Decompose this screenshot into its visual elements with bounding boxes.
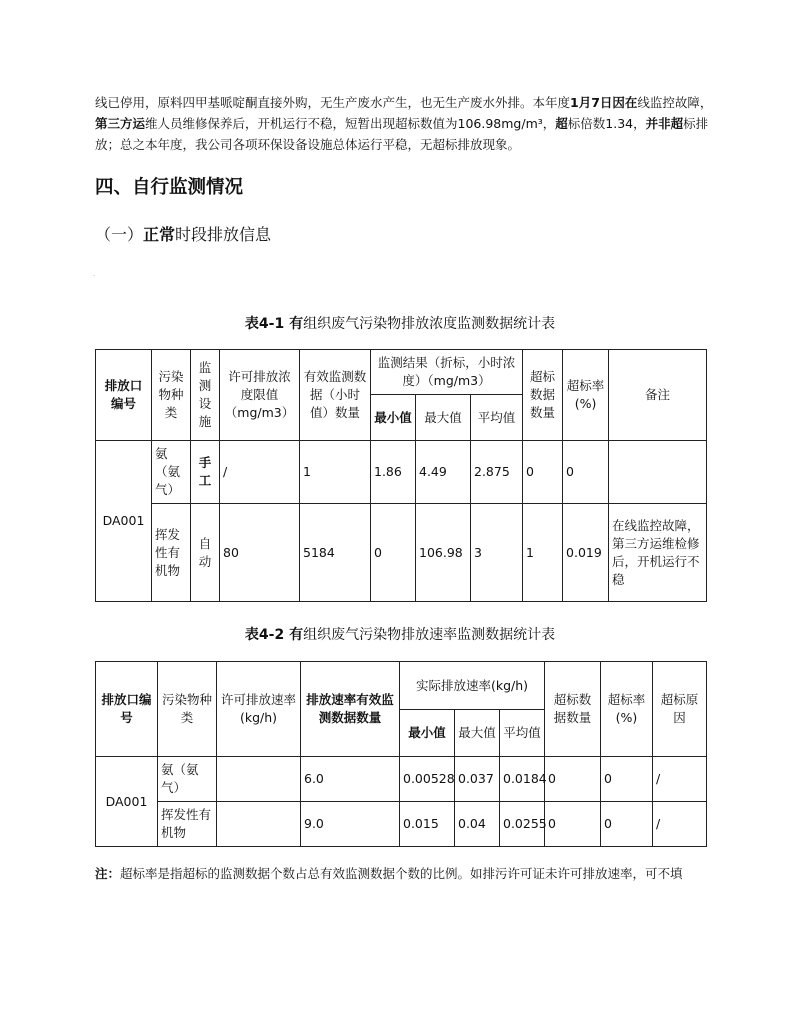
table2-header-min: 最小值 bbox=[400, 710, 455, 757]
table-note bbox=[95, 864, 710, 884]
table2-header-max: 最大值 bbox=[455, 710, 500, 757]
intro-text-8: 并非超 bbox=[645, 116, 684, 131]
table-row bbox=[96, 504, 707, 602]
exceed-rate-cell: 0 bbox=[601, 802, 653, 847]
note-text: 超标率是指超标的监测数据个数占总有效监测数据个数的比例。如排污许可证未许可排放速率，可不填 bbox=[120, 866, 683, 881]
table1-header-limit: 许可排放浓度限值（mg/m3） bbox=[220, 350, 300, 441]
table2 bbox=[95, 661, 707, 847]
remark-cell bbox=[609, 441, 707, 504]
min-cell: 0 bbox=[371, 504, 416, 602]
avg-cell: 0.0255 bbox=[500, 802, 545, 847]
pollutant-cell: 挥发性有机物 bbox=[158, 802, 217, 847]
pollutant-cell: 挥发性有机物 bbox=[152, 504, 191, 602]
max-cell: 0.037 bbox=[455, 757, 500, 802]
facility-cell: 手工 bbox=[191, 441, 220, 504]
subsection-number: （一） bbox=[95, 225, 144, 244]
subsection-heading bbox=[95, 222, 271, 245]
table2-header-exceed-rate: 超标率(%) bbox=[601, 662, 653, 757]
note-label: 注： bbox=[95, 866, 121, 881]
table2-header-outlet: 排放口编号 bbox=[96, 662, 158, 757]
avg-cell: 3 bbox=[471, 504, 523, 602]
reason-cell: / bbox=[653, 757, 707, 802]
min-cell: 0.00528 bbox=[400, 757, 455, 802]
table1-header-exceed-rate: 超标率(%) bbox=[563, 350, 609, 441]
section-heading: 四、自行监测情况 bbox=[95, 177, 244, 198]
limit-cell: / bbox=[220, 441, 300, 504]
table1-header-outlet: 排放口编号 bbox=[96, 350, 152, 441]
exceed-count-cell: 0 bbox=[545, 757, 601, 802]
exceed-rate-cell: 0 bbox=[601, 757, 653, 802]
max-cell: 106.98 bbox=[416, 504, 471, 602]
table2-header-pollutant: 污染物种类 bbox=[158, 662, 217, 757]
max-cell: 0.04 bbox=[455, 802, 500, 847]
pollutant-cell: 氨（氨气） bbox=[152, 441, 191, 504]
table-row bbox=[96, 802, 707, 847]
table-row bbox=[96, 757, 707, 802]
table1-header-valid: 有效监测数据（小时值）数量 bbox=[300, 350, 371, 441]
table1-header-facility: 监测设施 bbox=[191, 350, 220, 441]
table1-caption-bold: 表4-1 有 bbox=[244, 316, 304, 332]
stray-mark: . bbox=[93, 270, 96, 278]
table1-outlet-cell: DA001 bbox=[96, 441, 152, 602]
min-cell: 0.015 bbox=[400, 802, 455, 847]
table2-header-valid: 排放速率有效监测数据数量 bbox=[301, 662, 400, 757]
table2-caption-rest: 组织废气污染物排放速率监测数据统计表 bbox=[303, 627, 556, 643]
table1-header-exceed-count: 超标数据数量 bbox=[523, 350, 563, 441]
table2-caption-bold: 表4-2 有 bbox=[244, 627, 304, 643]
max-cell: 4.49 bbox=[416, 441, 471, 504]
intro-text-6: 超 bbox=[555, 116, 568, 131]
table2-header-row bbox=[96, 662, 707, 710]
table1-caption-rest: 组织废气污染物排放浓度监测数据统计表 bbox=[303, 316, 556, 332]
table2-header-actual: 实际排放速率(kg/h) bbox=[400, 662, 545, 710]
remark-cell: 在线监控故障，第三方运维检修后，开机运行不稳 bbox=[609, 504, 707, 602]
intro-paragraph bbox=[95, 92, 715, 155]
intro-text-7: 标倍数1.34， bbox=[567, 116, 646, 131]
intro-text-3: 线监控故障， bbox=[637, 95, 713, 110]
intro-text-4: 第三方运 bbox=[95, 116, 146, 131]
exceed-count-cell: 0 bbox=[523, 441, 563, 504]
valid-cell: 1 bbox=[300, 441, 371, 504]
avg-cell: 0.0184 bbox=[500, 757, 545, 802]
table1-header-min: 最小值 bbox=[371, 395, 416, 441]
table1-header-max: 最大值 bbox=[416, 395, 471, 441]
min-cell: 1.86 bbox=[371, 441, 416, 504]
valid-cell: 5184 bbox=[300, 504, 371, 602]
limit-cell: 80 bbox=[220, 504, 300, 602]
table-row bbox=[96, 441, 707, 504]
facility-cell: 自动 bbox=[191, 504, 220, 602]
table1-header-pollutant: 污染物种类 bbox=[152, 350, 191, 441]
subsection-title-rest: 时段排放信息 bbox=[175, 225, 272, 244]
reason-cell: / bbox=[653, 802, 707, 847]
table1-caption bbox=[0, 313, 800, 333]
table1 bbox=[95, 349, 707, 602]
table1-header-avg: 平均值 bbox=[471, 395, 523, 441]
intro-text-2: 1月7日因在 bbox=[570, 95, 638, 110]
table2-caption bbox=[0, 624, 800, 644]
valid-cell: 6.0 bbox=[301, 757, 400, 802]
table2-header-reason: 超标原因 bbox=[653, 662, 707, 757]
intro-text-5: 维人员维修保养后，开机运行不稳，短暂出现超标数值为106.98mg/m³， bbox=[145, 116, 556, 131]
table2-header-limit: 许可排放速率(kg/h) bbox=[217, 662, 301, 757]
intro-text-1: 线已停用，原料四甲基哌啶酮直接外购，无生产废水产生，也无生产废水外排。本年度 bbox=[95, 95, 571, 110]
subsection-title-bold: 正常 bbox=[143, 225, 176, 244]
table1-header-result: 监测结果（折标，小时浓度）（mg/m3） bbox=[371, 350, 523, 395]
table2-outlet-cell: DA001 bbox=[96, 757, 158, 847]
table2-header-avg: 平均值 bbox=[500, 710, 545, 757]
avg-cell: 2.875 bbox=[471, 441, 523, 504]
exceed-count-cell: 1 bbox=[523, 504, 563, 602]
intro-text-9: 标排放；总之本年度，我公司各项环保设备设施总体运行平稳，无超标排放现象。 bbox=[95, 116, 709, 152]
exceed-rate-cell: 0 bbox=[563, 441, 609, 504]
limit-cell bbox=[217, 757, 301, 802]
exceed-count-cell: 0 bbox=[545, 802, 601, 847]
table1-header-row bbox=[96, 350, 707, 395]
valid-cell: 9.0 bbox=[301, 802, 400, 847]
limit-cell bbox=[217, 802, 301, 847]
table2-header-exceed-count: 超标数据数量 bbox=[545, 662, 601, 757]
pollutant-cell: 氨（氨气） bbox=[158, 757, 217, 802]
exceed-rate-cell: 0.019 bbox=[563, 504, 609, 602]
table1-header-remark: 备注 bbox=[609, 350, 707, 441]
